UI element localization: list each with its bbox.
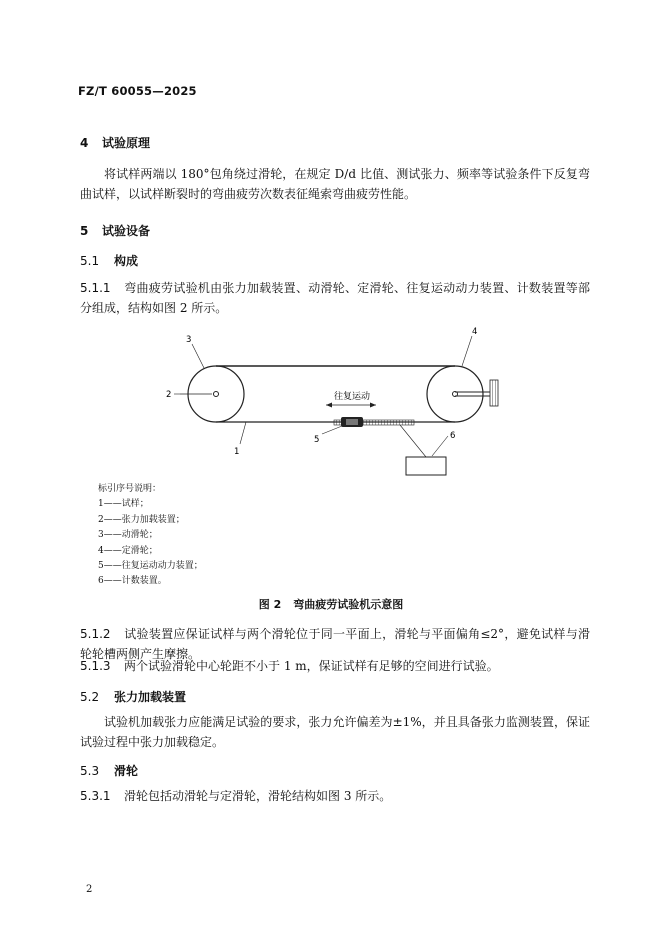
section-5-number: 5 (80, 224, 89, 238)
leader-3 (192, 344, 204, 368)
item-5-3-1-text: 滑轮包括动滑轮与定滑轮，滑轮结构如图 3 所示。 (124, 789, 392, 803)
item-5-3-1 (80, 786, 590, 806)
legend-item-2: 2——张力加载装置； (98, 514, 185, 525)
section-5-3-heading (80, 762, 138, 779)
figure-2-title: 弯曲疲劳试验机示意图 (293, 598, 404, 611)
item-5-1-1-text: 弯曲疲劳试验机由张力加载装置、动滑轮、定滑轮、往复运动动力装置、计数装置等部分组成，结构如图 2 所示。 (80, 281, 590, 315)
figure-2-legend (98, 482, 203, 590)
legend-item-6: 6——计数装置。 (98, 576, 167, 587)
item-5-1-1 (80, 278, 590, 318)
counter-connector (400, 425, 426, 457)
item-5-3-1-number: 5.3.1 (80, 789, 111, 803)
section-4-number: 4 (80, 136, 89, 150)
item-5-1-1-number: 5.1.1 (80, 281, 111, 295)
section-5-1-number: 5.1 (80, 254, 100, 268)
legend-item-1: 1——试样； (98, 499, 149, 510)
section-5-2-title: 张力加载装置 (114, 690, 187, 704)
legend-item-5: 5——往复运动动力装置； (98, 561, 203, 572)
item-5-1-2-number: 5.1.2 (80, 627, 111, 641)
label-1: 1 (234, 447, 240, 457)
section-5-3-number: 5.3 (80, 764, 100, 778)
section-4-title: 试验原理 (102, 136, 151, 150)
section-5-title: 试验设备 (102, 224, 151, 238)
section-4-heading (80, 134, 150, 151)
wall-mount (490, 380, 498, 406)
item-5-1-3-number: 5.1.3 (80, 659, 111, 673)
motion-label: 往复运动 (333, 392, 371, 402)
leader-1 (240, 422, 246, 444)
motion-arrow-left-head (326, 403, 332, 408)
label-4: 4 (472, 327, 478, 337)
legend-title: 标引序号说明： (98, 484, 162, 494)
leader-6 (432, 436, 448, 456)
figure-2-diagram (150, 322, 530, 482)
section-5-2-heading (80, 688, 186, 705)
fixed-pulley-shape (427, 366, 483, 422)
figure-2-caption (0, 596, 662, 612)
section-5-2-number: 5.2 (80, 690, 100, 704)
figure-2-number: 图 2 (258, 598, 282, 611)
drive-clamp-inner (346, 419, 358, 425)
motion-arrow-right-head (370, 403, 376, 408)
label-6: 6 (450, 431, 456, 441)
legend-item-3: 3——动滑轮； (98, 530, 158, 541)
section-5-2-paragraph: 试验机加载张力应能满足试验的要求，张力允许偏差为±1%，并且具备张力监测装置，保证试验过程中张力加载稳定。 (80, 715, 590, 749)
section-5-3-title: 滑轮 (114, 764, 139, 778)
label-2: 2 (166, 390, 172, 400)
counter-device-box (406, 457, 446, 475)
item-5-1-3-text: 两个试验滑轮中心轮距不小于 1 m，保证试样有足够的空间进行试验。 (124, 659, 499, 673)
section-4-paragraph: 将试样两端以 180°包角绕过滑轮，在规定 D/d 比值、测试张力、频率等试验条件下反复弯曲试样，以试样断裂时的弯曲疲劳次数表征绳索弯曲疲劳性能。 (80, 167, 590, 201)
label-3: 3 (186, 335, 192, 345)
leader-4 (462, 336, 472, 366)
item-5-1-2-text: 试验装置应保证试样与两个滑轮位于同一平面上，滑轮与平面偏角≤2°，避免试样与滑轮轮槽两侧产生摩擦。 (80, 627, 590, 661)
section-5-heading (80, 222, 150, 239)
leader-5 (322, 426, 342, 434)
legend-item-4: 4——定滑轮； (98, 545, 158, 556)
section-5-1-title: 构成 (114, 254, 139, 268)
section-5-1-heading (80, 252, 138, 269)
page-number: 2 (86, 884, 93, 895)
item-5-1-3 (80, 656, 590, 676)
label-5: 5 (314, 435, 320, 445)
standard-code: FZ/T 60055—2025 (78, 84, 197, 98)
